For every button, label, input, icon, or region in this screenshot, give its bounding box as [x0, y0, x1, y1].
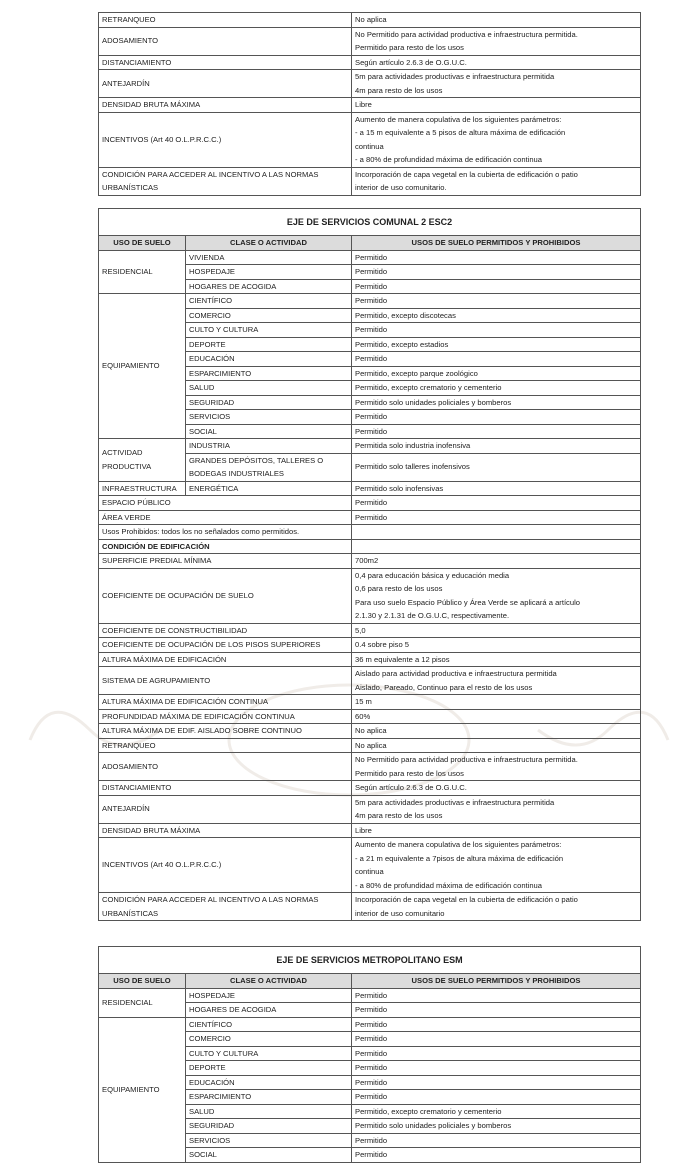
- value-line: - a 80% de profundidad máxima de edificación continua: [355, 880, 543, 890]
- value-cell: [352, 623, 641, 638]
- value-line: interior de uso comunitario: [355, 908, 445, 918]
- permission-cell: Permitido: [352, 1046, 641, 1061]
- activity-cell: SERVICIOS: [186, 410, 352, 425]
- table-row: [99, 623, 641, 638]
- table-row: [99, 439, 641, 454]
- value-cell: [352, 838, 641, 893]
- table-row: [99, 893, 641, 921]
- value-cell: [352, 27, 641, 55]
- value-cell: [352, 554, 641, 569]
- table-title: EJE DE SERVICIOS COMUNAL 2 ESC2: [99, 209, 641, 236]
- permission-cell: Permitido: [352, 294, 641, 309]
- activity-cell: COMERCIO: [186, 308, 352, 323]
- value-line: 15 m: [355, 697, 372, 706]
- value-line: 0,6 para resto de los usos: [355, 584, 443, 593]
- empty-cell: [352, 525, 641, 540]
- value-cell: [352, 738, 641, 753]
- condition-label: DISTANCIAMIENTO: [99, 55, 352, 70]
- permission-cell: Permitido: [352, 1133, 641, 1148]
- value-line: 5m para actividades productivas e infraestructura permitida: [355, 72, 555, 81]
- value-cell: [352, 13, 641, 28]
- permission-cell: Permitido: [352, 323, 641, 338]
- condition-label: RETRANQUEO: [99, 13, 352, 28]
- value-cell: [352, 55, 641, 70]
- value-line: No Permitido para actividad productiva e infraestructura permitida.: [355, 755, 578, 764]
- table-row: [99, 988, 641, 1003]
- condition-label: DISTANCIAMIENTO: [99, 781, 352, 796]
- permission-cell: Permitido: [352, 1090, 641, 1105]
- land-use-cell: ACTIVIDAD PRODUCTIVA: [99, 439, 186, 482]
- value-line: Libre: [355, 100, 372, 109]
- table-row: [99, 795, 641, 823]
- table-title: EJE DE SERVICIOS METROPOLITANO ESM: [99, 947, 641, 974]
- condition-label: ALTURA MÁXIMA DE EDIF. AISLADO SOBRE CONTINUO: [99, 724, 352, 739]
- value-line: 36 m equivalente a 12 pisos: [355, 654, 450, 664]
- value-cell: [352, 724, 641, 739]
- condition-label: INCENTIVOS (Art 40 O.L.P.R.C.C.): [99, 112, 352, 167]
- value-cell: [352, 652, 641, 667]
- table-row: [99, 481, 641, 496]
- table-row: [99, 753, 641, 781]
- condition-label: ADOSAMIENTO: [99, 753, 352, 781]
- condition-label: ALTURA MÁXIMA DE EDIFICACIÓN CONTINUA: [99, 695, 352, 710]
- permission-cell: Permitido: [352, 265, 641, 280]
- activity-cell: CULTO Y CULTURA: [186, 1046, 352, 1061]
- activity-cell: SALUD: [186, 1104, 352, 1119]
- value-line: Aumento de manera copulativa de los siguientes parámetros:: [355, 840, 562, 849]
- table-row: [99, 13, 641, 28]
- value-line: 5m para actividades productivas e infraestructura permitida: [355, 797, 555, 807]
- table-row: [99, 112, 641, 167]
- table-row: [99, 525, 641, 540]
- table-row: [99, 98, 641, 113]
- table-row: [99, 539, 641, 554]
- permission-cell: Permitido: [352, 410, 641, 425]
- permission-cell: Permitido: [352, 988, 641, 1003]
- value-line: Permitido para resto de los usos: [355, 768, 464, 778]
- permission-cell: Permitido: [352, 279, 641, 294]
- value-line: Según artículo 2.6.3 de O.G.U.C.: [355, 783, 467, 792]
- condition-label: DENSIDAD BRUTA MÁXIMA: [99, 823, 352, 838]
- permission-cell: Permitido solo talleres inofensivos: [352, 453, 641, 481]
- permission-cell: Permitido solo unidades policiales y bomberos: [352, 1119, 641, 1134]
- permission-cell: Permitido: [352, 1075, 641, 1090]
- column-header: USO DE SUELO: [99, 236, 186, 251]
- activity-cell: CULTO Y CULTURA: [186, 323, 352, 338]
- value-line: Aumento de manera copulativa de los siguientes parámetros:: [355, 114, 562, 124]
- condition-label: ADOSAMIENTO: [99, 27, 352, 55]
- prohibited-note: Usos Prohibidos: todos los no señalados como permitidos.: [99, 525, 352, 540]
- activity-cell: VIVIENDA: [186, 250, 352, 265]
- table-row: [99, 568, 641, 623]
- condition-label: INCENTIVOS (Art 40 O.L.P.R.C.C.): [99, 838, 352, 893]
- permission-cell: Permitido solo inofensivas: [352, 481, 641, 496]
- permission-cell: Permitido, excepto discotecas: [352, 308, 641, 323]
- condition-label: ALTURA MÁXIMA DE EDIFICACIÓN: [99, 652, 352, 667]
- value-line: Libre: [355, 825, 372, 835]
- table-row: [99, 1017, 641, 1032]
- value-line: 5,0: [355, 625, 366, 635]
- value-line: 0.4 sobre piso 5: [355, 640, 410, 649]
- table-row: [99, 695, 641, 710]
- activity-cell: SEGURIDAD: [186, 395, 352, 410]
- section-title: CONDICIÓN DE EDIFICACIÓN: [99, 539, 352, 554]
- table-row: [99, 724, 641, 739]
- value-cell: [352, 893, 641, 921]
- value-line: Aislado para actividad productiva e infraestructura permitida: [355, 669, 557, 678]
- permission-cell: Permitido, excepto parque zoológico: [352, 366, 641, 381]
- land-use-cell: ESPACIO PÚBLICO: [99, 496, 352, 511]
- condition-label: DENSIDAD BRUTA MÁXIMA: [99, 98, 352, 113]
- permission-cell: Permitido solo unidades policiales y bomberos: [352, 395, 641, 410]
- table-row: [99, 781, 641, 796]
- activity-cell: CIENTÍFICO: [186, 294, 352, 309]
- table-row: [99, 167, 641, 195]
- esm-table: [98, 946, 641, 1163]
- activity-cell: SEGURIDAD: [186, 1119, 352, 1134]
- activity-cell: INDUSTRIA: [186, 439, 352, 454]
- activity-cell: HOGARES DE ACOGIDA: [186, 1003, 352, 1018]
- activity-cell: SOCIAL: [186, 424, 352, 439]
- activity-cell: DEPORTE: [186, 337, 352, 352]
- value-line: No aplica: [355, 15, 387, 24]
- table-row: [99, 510, 641, 525]
- value-line: No aplica: [355, 740, 387, 750]
- permission-cell: Permitido: [352, 424, 641, 439]
- activity-cell: ENERGÉTICA: [186, 481, 352, 496]
- condition-label: CONDICIÓN PARA ACCEDER AL INCENTIVO A LAS NORMAS URBANÍSTICAS: [99, 893, 352, 921]
- value-cell: [352, 568, 641, 623]
- activity-cell: SALUD: [186, 381, 352, 396]
- condition-label: SUPERFICIE PREDIAL MÍNIMA: [99, 554, 352, 569]
- value-line: - a 15 m equivalente a 5 pisos de altura máxima de edificación: [355, 128, 566, 137]
- value-line: continua: [355, 867, 384, 876]
- value-cell: [352, 823, 641, 838]
- activity-cell: ESPARCIMIENTO: [186, 366, 352, 381]
- permission-cell: Permitido: [352, 1148, 641, 1163]
- value-line: 0,4 para educación básica y educación media: [355, 570, 510, 580]
- table-row: [99, 823, 641, 838]
- activity-cell: SOCIAL: [186, 1148, 352, 1163]
- land-use-cell: INFRAESTRUCTURA: [99, 481, 186, 496]
- table-row: [99, 709, 641, 724]
- permission-cell: Permitido, excepto estadios: [352, 337, 641, 352]
- value-line: - a 21 m equivalente a 7pisos de altura máxima de edificación: [355, 853, 564, 863]
- activity-cell: HOSPEDAJE: [186, 265, 352, 280]
- value-line: Para uso suelo Espacio Público y Área Verde se aplicará a artículo: [355, 597, 580, 607]
- value-line: 700m2: [355, 556, 379, 565]
- activity-cell: ESPARCIMIENTO: [186, 1090, 352, 1105]
- value-line: Incorporación de capa vegetal en la cubierta de edificación o patio: [355, 895, 578, 904]
- table-row: [99, 250, 641, 265]
- permission-cell: Permitida solo industria inofensiva: [352, 439, 641, 454]
- value-line: 4m para resto de los usos: [355, 85, 443, 95]
- permission-cell: Permitido: [352, 250, 641, 265]
- value-cell: [352, 695, 641, 710]
- esc2-table: [98, 208, 641, 921]
- value-cell: [352, 638, 641, 653]
- table-row: [99, 838, 641, 893]
- value-cell: [352, 167, 641, 195]
- table-row: [99, 652, 641, 667]
- activity-cell: SERVICIOS: [186, 1133, 352, 1148]
- value-cell: [352, 98, 641, 113]
- activity-cell: EDUCACIÓN: [186, 1075, 352, 1090]
- value-cell: [352, 795, 641, 823]
- condition-label: ANTEJARDÍN: [99, 70, 352, 98]
- land-use-cell: RESIDENCIAL: [99, 988, 186, 1017]
- land-use-cell: ÁREA VERDE: [99, 510, 352, 525]
- value-cell: [352, 112, 641, 167]
- column-header: CLASE O ACTIVIDAD: [186, 236, 352, 251]
- land-use-cell: RESIDENCIAL: [99, 250, 186, 294]
- condition-label: RETRANQUEO: [99, 738, 352, 753]
- permission-cell: Permitido, excepto crematorio y cementerio: [352, 1104, 641, 1119]
- value-line: No aplica: [355, 726, 387, 735]
- table-row: [99, 638, 641, 653]
- value-line: 2.1.30 y 2.1.31 de O.G.U.C, respectivamente.: [355, 611, 510, 620]
- activity-cell: CIENTÍFICO: [186, 1017, 352, 1032]
- value-line: Aislado, Pareado, Continuo para el resto de los usos: [355, 682, 533, 692]
- value-cell: [352, 709, 641, 724]
- condition-label: COEFICIENTE DE OCUPACIÓN DE LOS PISOS SUPERIORES: [99, 638, 352, 653]
- activity-cell: GRANDES DEPÓSITOS, TALLERES O BODEGAS INDUSTRIALES: [186, 453, 352, 481]
- table-row: [99, 738, 641, 753]
- condition-label: SISTEMA DE AGRUPAMIENTO: [99, 667, 352, 695]
- permission-cell: Permitido: [352, 1061, 641, 1076]
- value-cell: [352, 753, 641, 781]
- permission-cell: Permitido: [352, 1017, 641, 1032]
- column-header: CLASE O ACTIVIDAD: [186, 974, 352, 989]
- value-line: No Permitido para actividad productiva e infraestructura permitida.: [355, 29, 578, 39]
- value-cell: [352, 667, 641, 695]
- value-line: interior de uso comunitario.: [355, 183, 447, 192]
- permission-cell: Permitido, excepto crematorio y cementerio: [352, 381, 641, 396]
- condition-label: ANTEJARDÍN: [99, 795, 352, 823]
- empty-cell: [352, 539, 641, 554]
- condition-label: COEFICIENTE DE OCUPACIÓN DE SUELO: [99, 568, 352, 623]
- table-row: [99, 554, 641, 569]
- activity-cell: EDUCACIÓN: [186, 352, 352, 367]
- value-line: 60%: [355, 711, 371, 721]
- permission-cell: Permitido: [352, 1032, 641, 1047]
- value-line: - a 80% de profundidad máxima de edificación continua: [355, 155, 543, 164]
- table-row: [99, 27, 641, 55]
- value-cell: [352, 70, 641, 98]
- activity-cell: HOGARES DE ACOGIDA: [186, 279, 352, 294]
- permission-cell: Permitido: [352, 510, 641, 525]
- value-cell: [352, 781, 641, 796]
- column-header: USOS DE SUELO PERMITIDOS Y PROHIBIDOS: [352, 974, 641, 989]
- permission-cell: Permitido: [352, 1003, 641, 1018]
- value-line: Según artículo 2.6.3 de O.G.U.C.: [355, 57, 467, 67]
- value-line: Incorporación de capa vegetal en la cubierta de edificación o patio: [355, 169, 578, 179]
- table-row: [99, 70, 641, 98]
- column-header: USOS DE SUELO PERMITIDOS Y PROHIBIDOS: [352, 236, 641, 251]
- value-line: continua: [355, 141, 384, 151]
- table-row: [99, 496, 641, 511]
- value-line: Permitido para resto de los usos: [355, 43, 464, 52]
- activity-cell: DEPORTE: [186, 1061, 352, 1076]
- activity-cell: HOSPEDAJE: [186, 988, 352, 1003]
- condition-label: PROFUNDIDAD MÁXIMA DE EDIFICACIÓN CONTINUA: [99, 709, 352, 724]
- conditions-table-top: [98, 12, 641, 196]
- condition-label: CONDICIÓN PARA ACCEDER AL INCENTIVO A LAS NORMAS URBANÍSTICAS: [99, 167, 352, 195]
- table-row: [99, 55, 641, 70]
- table-row: [99, 294, 641, 309]
- land-use-cell: EQUIPAMIENTO: [99, 1017, 186, 1162]
- permission-cell: Permitido: [352, 496, 641, 511]
- value-line: 4m para resto de los usos: [355, 811, 443, 820]
- condition-label: COEFICIENTE DE CONSTRUCTIBILIDAD: [99, 623, 352, 638]
- activity-cell: COMERCIO: [186, 1032, 352, 1047]
- land-use-cell: EQUIPAMIENTO: [99, 294, 186, 439]
- table-row: [99, 667, 641, 695]
- permission-cell: Permitido: [352, 352, 641, 367]
- column-header: USO DE SUELO: [99, 974, 186, 989]
